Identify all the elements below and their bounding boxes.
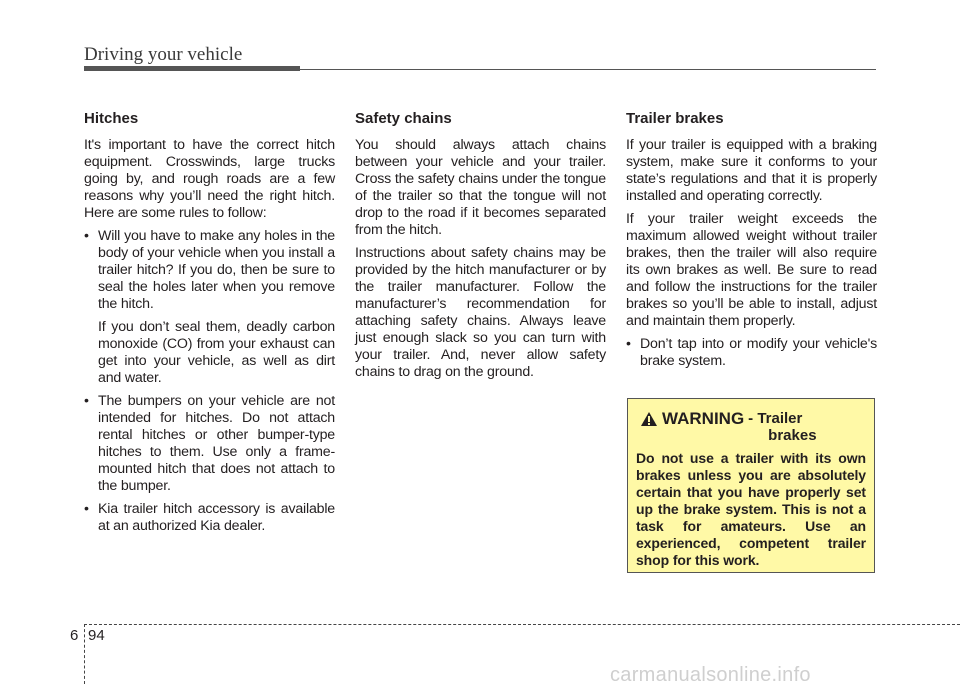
page-number: 94 xyxy=(88,627,105,644)
trailer-brakes-para-1: If your trailer is equipped with a braking system, make sure it conforms to your state’s regulations and that it is properly installed and operating correctly. xyxy=(626,137,877,204)
bullet-icon: • xyxy=(84,393,89,409)
hitches-bullet-list xyxy=(84,228,335,535)
safety-chains-heading: Safety chains xyxy=(355,110,452,127)
footer-vertical-rule xyxy=(84,624,85,684)
hitches-bullet-3 xyxy=(84,501,335,535)
watermark: carmanualsonline.info xyxy=(610,664,811,686)
trailer-brakes-bullet-list xyxy=(626,336,877,370)
bullet-icon: • xyxy=(84,501,89,517)
column-trailer-brakes xyxy=(626,110,877,376)
hitches-bullet-2-text: The bumpers on your vehicle are not intended for hitches. Do not attach rental hitches or other bumper-type hitches to them. Use only a frame-mounted hitch that does not attach to the bumper. xyxy=(98,393,335,494)
trailer-brakes-bullet-text: Don’t tap into or modify your vehicle's brake system. xyxy=(640,336,877,369)
hitches-heading: Hitches xyxy=(84,110,139,127)
warning-triangle-icon xyxy=(640,411,658,427)
warning-subject-line-2: brakes xyxy=(768,427,817,444)
warning-subject-line-1: - Trailer xyxy=(748,410,803,427)
safety-chains-para-1: You should always attach chains between your vehicle and your trailer. Cross the safety chains under the tongue of the trailer so that the tongue will not drop to the road if it becomes separated from the hitch. xyxy=(355,137,606,238)
header-rule-thin xyxy=(300,69,876,70)
hitches-bullet-3-text: Kia trailer hitch accessory is available at an authorized Kia dealer. xyxy=(98,501,335,534)
hitches-bullet-2 xyxy=(84,393,335,495)
bullet-icon: • xyxy=(626,336,631,352)
warning-subject xyxy=(748,409,816,444)
header-rule-thick xyxy=(84,66,300,71)
trailer-brakes-heading: Trailer brakes xyxy=(626,110,724,127)
page-section-title: Driving your vehicle xyxy=(84,44,243,65)
warning-text: Do not use a trailer with its own brakes unless you are absolutely certain that you have properly set up the brake system. This is not a task for amateurs. Use an experienced, competent trailer shop for this work. xyxy=(636,450,866,568)
hitches-bullet-1-text: Will you have to make any holes in the body of your vehicle when you install a trailer hitch? If you do, then be sure to seal the holes later when you remove the hitch. xyxy=(98,228,335,312)
warning-title xyxy=(640,409,866,444)
trailer-brakes-bullet xyxy=(626,336,877,370)
safety-chains-para-2: Instructions about safety chains may be provided by the hitch manufacturer or by the trailer manufacturer. Follow the manufacturer’s recommendation for attaching safety chains. Always leave just enough slack so you can turn with your trailer. And, never allow safety chains to drag on the ground. xyxy=(355,245,606,380)
hitches-bullet-1-sub: If you don’t seal them, deadly carbon monoxide (CO) from your exhaust can get into your vehicle, as well as dirt and water. xyxy=(98,319,335,386)
trailer-brakes-para-2: If your trailer weight exceeds the maximum allowed weight without trailer brakes, then the trailer will also require its own brakes as well. Be sure to read and follow the instructions for the trailer brakes so you’ll be able to install, adjust and maintain them properly. xyxy=(626,211,877,329)
bullet-icon: • xyxy=(84,228,89,244)
chapter-number: 6 xyxy=(70,627,79,644)
footer-rule xyxy=(84,624,960,625)
column-hitches xyxy=(84,110,335,541)
warning-label: WARNING xyxy=(662,409,745,428)
hitches-intro: It's important to have the correct hitch equipment. Crosswinds, large trucks going by, and rough roads are a few reasons why you’ll need the right hitch. Here are some rules to follow: xyxy=(84,137,335,221)
column-safety-chains xyxy=(355,110,606,387)
warning-box xyxy=(627,398,875,573)
hitches-bullet-1 xyxy=(84,228,335,387)
